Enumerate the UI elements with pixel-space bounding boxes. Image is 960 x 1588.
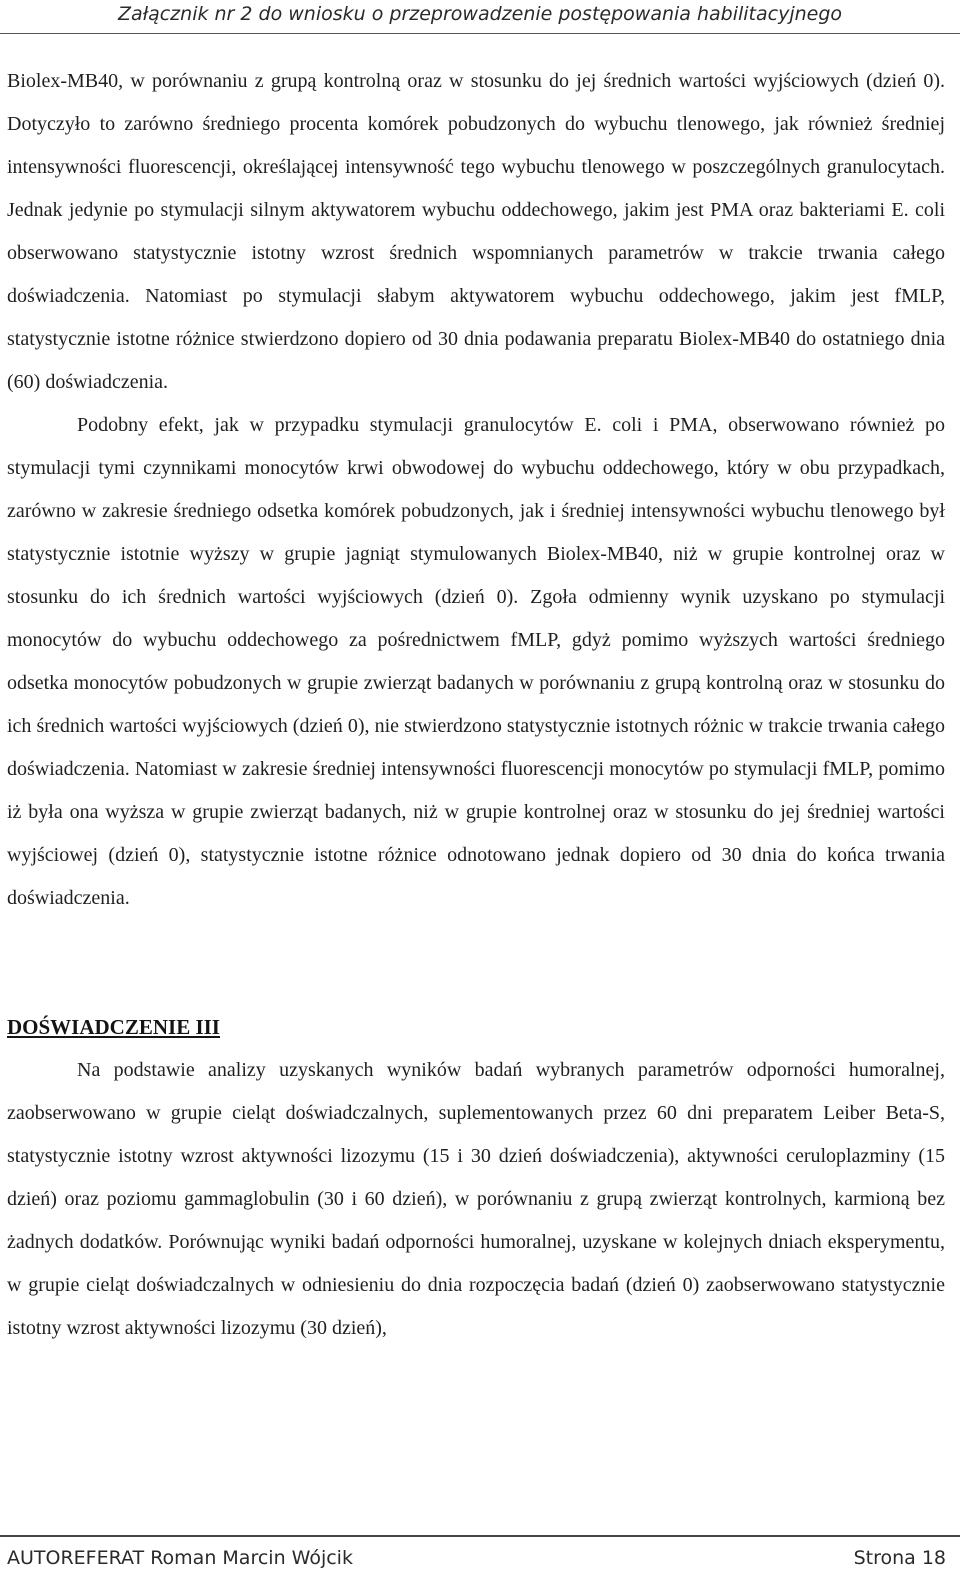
paragraph-1: Biolex-MB40, w porównaniu z grupą kontrolną oraz w stosunku do jej średnich wartości wyjściowych (dzień 0). Dotyczyło to zarówno średniego procenta komórek pobudzonych do wybuchu tlenowego, jak również średniej intensywności fluorescencji, określającej intensywność tego wybuchu tlenowego w poszczególnych granulocytach. Jednak jedynie po stymulacji silnym aktywatorem wybuchu oddechowego, jakim jest PMA oraz bakteriami E. coli obserwowano statystycznie istotny wzrost średnich wspomnianych parametrów w trakcie trwania całego doświadczenia. Natomiast po stymulacji słabym aktywatorem wybuchu oddechowego, jakim jest fMLP, statystycznie istotne różnice stwierdzono dopiero od 30 dnia podawania preparatu Biolex-MB40 do ostatniego dnia (60) doświadczenia. (7, 70, 945, 393)
footer-author: AUTOREFERAT Roman Marcin Wójcik (7, 1547, 353, 1569)
section-spacer (7, 920, 945, 1006)
page-footer (0, 1535, 960, 1588)
paragraph-3: Na podstawie analizy uzyskanych wyników badań wybranych parametrów odporności humoralnej, zaobserwowano w grupie cieląt doświadczalnych, suplementowanych przez 60 dni preparatem Leiber Beta-S, statystycznie istotny wzrost aktywności lizozymu (15 i 30 dzień doświadczenia), aktywności ceruloplazminy (15 dzień) oraz poziomu gammaglobulin (30 i 60 dzień), w porównaniu z grupą zwierząt kontrolnych, karmioną bez żadnych dodatków. Porównując wyniki badań odporności humoralnej, uzyskane w kolejnych dniach eksperymentu, w grupie cieląt doświadczalnych w odniesieniu do dnia rozpoczęcia badań (dzień 0) zaobserwowano statystycznie istotny wzrost aktywności lizozymu (30 dzień), (7, 1059, 945, 1339)
section-heading: DOŚWIADCZENIE III (7, 1015, 220, 1039)
document-body (7, 60, 945, 1350)
page-header (0, 0, 960, 34)
paragraph-2: Podobny efekt, jak w przypadku stymulacji granulocytów E. coli i PMA, obserwowano również po stymulacji tymi czynnikami monocytów krwi obwodowej do wybuchu oddechowego, który w obu przypadkach, zarówno w zakresie średniego odsetka komórek pobudzonych, jak i średniej intensywności wybuchu tlenowego był statystycznie istotnie wyższy w grupie jagniąt stymulowanych Biolex-MB40, niż w grupie kontrolnej oraz w stosunku do ich średnich wartości wyjściowych (dzień 0). Zgoła odmienny wynik uzyskano po stymulacji monocytów do wybuchu oddechowego za pośrednictwem fMLP, gdyż pomimo wyższych wartości średniego odsetka monocytów pobudzonych w grupie zwierząt badanych w porównaniu z grupą kontrolną oraz w stosunku do ich średnich wartości wyjściowych (dzień 0), nie stwierdzono statystycznie istotnych różnic w trakcie trwania całego doświadczenia. Natomiast w zakresie średniej intensywności fluorescencji monocytów po stymulacji fMLP, pomimo iż była ona wyższa w grupie zwierząt badanych, niż w grupie kontrolnej oraz w stosunku do jej średniej wartości wyjściowej (dzień 0), statystycznie istotne różnice odnotowano jednak dopiero od 30 dnia do końca trwania doświadczenia. (7, 414, 945, 909)
page-number: Strona 18 (853, 1547, 946, 1569)
header-title: Załącznik nr 2 do wniosku o przeprowadzenie postępowania habilitacyjnego (117, 3, 843, 25)
